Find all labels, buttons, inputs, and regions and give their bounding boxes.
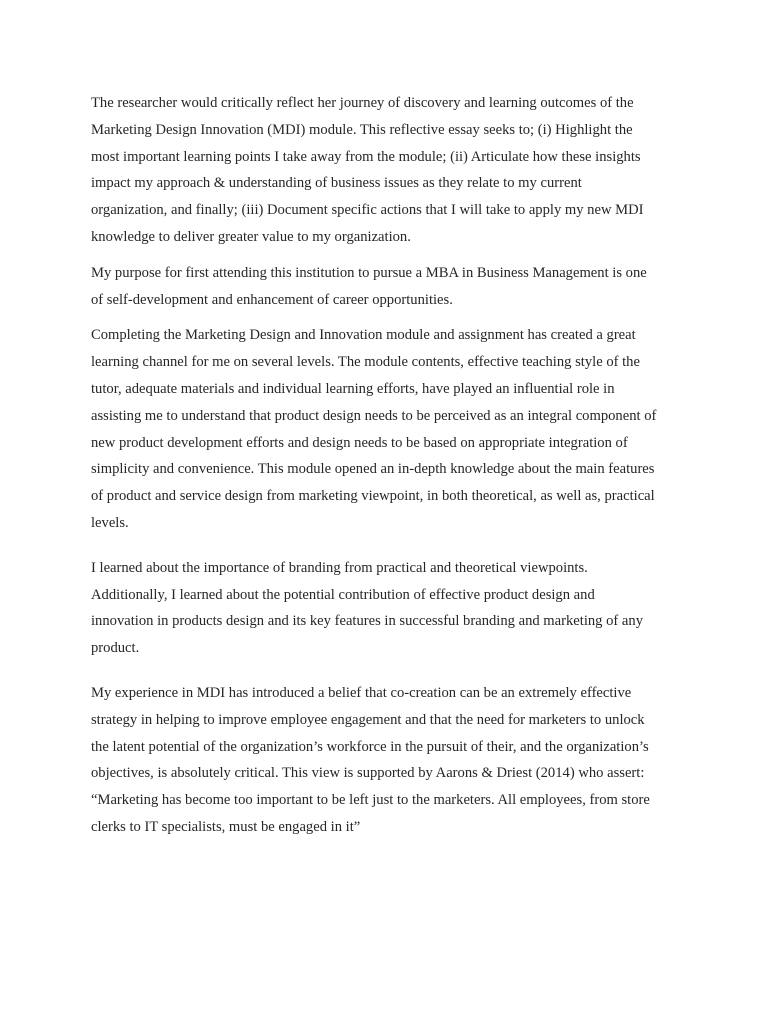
text-line: knowledge to deliver greater value to my organization. (91, 228, 411, 245)
text-line: I learned about the importance of branding from practical and theoretical viewpoints. (91, 559, 588, 576)
text-line: organization, and finally; (iii) Document specific actions that I will take to apply my new MDI (91, 202, 644, 219)
text-line: strategy in helping to improve employee engagement and that the need for marketers to unlock (91, 711, 645, 728)
text-line: product. (91, 640, 140, 657)
text-line: Additionally, I learned about the potential contribution of effective product design and (91, 586, 595, 603)
text-line: of self-development and enhancement of career opportunities. (91, 291, 453, 308)
text-line: My experience in MDI has introduced a belief that co-creation can be an extremely effective (91, 684, 632, 701)
paragraph-purpose (91, 260, 691, 314)
text-line: impact my approach & understanding of business issues as they relate to my current (91, 175, 582, 192)
text-line: Completing the Marketing Design and Innovation module and assignment has created a great (91, 327, 636, 344)
text-line: tutor, adequate materials and individual learning efforts, have played an influential role in (91, 380, 615, 397)
text-line: Marketing Design Innovation (MDI) module. This reflective essay seeks to; (i) Highlight the (91, 121, 633, 138)
paragraph-introduction (91, 90, 691, 251)
text-line: assisting me to understand that product design needs to be perceived as an integral component of (91, 407, 657, 424)
paragraph-co-creation (91, 680, 691, 841)
text-line: simplicity and convenience. This module opened an in-depth knowledge about the main features (91, 461, 655, 478)
quote-line: clerks to IT specialists, must be engaged in it” (91, 818, 361, 835)
text-line: learning channel for me on several levels. The module contents, effective teaching style of the (91, 354, 640, 371)
paragraph-module-experience (91, 322, 691, 536)
quote-line: “Marketing has become too important to be left just to the marketers. All employees, from store (91, 792, 650, 809)
text-line: The researcher would critically reflect her journey of discovery and learning outcomes of the (91, 95, 634, 111)
text-line: levels. (91, 514, 129, 531)
text-line: the latent potential of the organization’s workforce in the pursuit of their, and the organization’s (91, 738, 649, 755)
text-line: new product development efforts and design needs to be based on appropriate integration of (91, 434, 628, 451)
text-line: innovation in products design and its key features in successful branding and marketing of any (91, 613, 643, 630)
paragraph-branding (91, 555, 691, 662)
text-line: My purpose for first attending this institution to pursue a MBA in Business Management is one (91, 264, 647, 281)
text-line: of product and service design from marketing viewpoint, in both theoretical, as well as, practical (91, 488, 655, 505)
text-line: most important learning points I take away from the module; (ii) Articulate how these insights (91, 148, 641, 165)
document-body (91, 90, 691, 841)
text-line: objectives, is absolutely critical. This view is supported by Aarons & Driest (2014) who assert: (91, 765, 645, 782)
